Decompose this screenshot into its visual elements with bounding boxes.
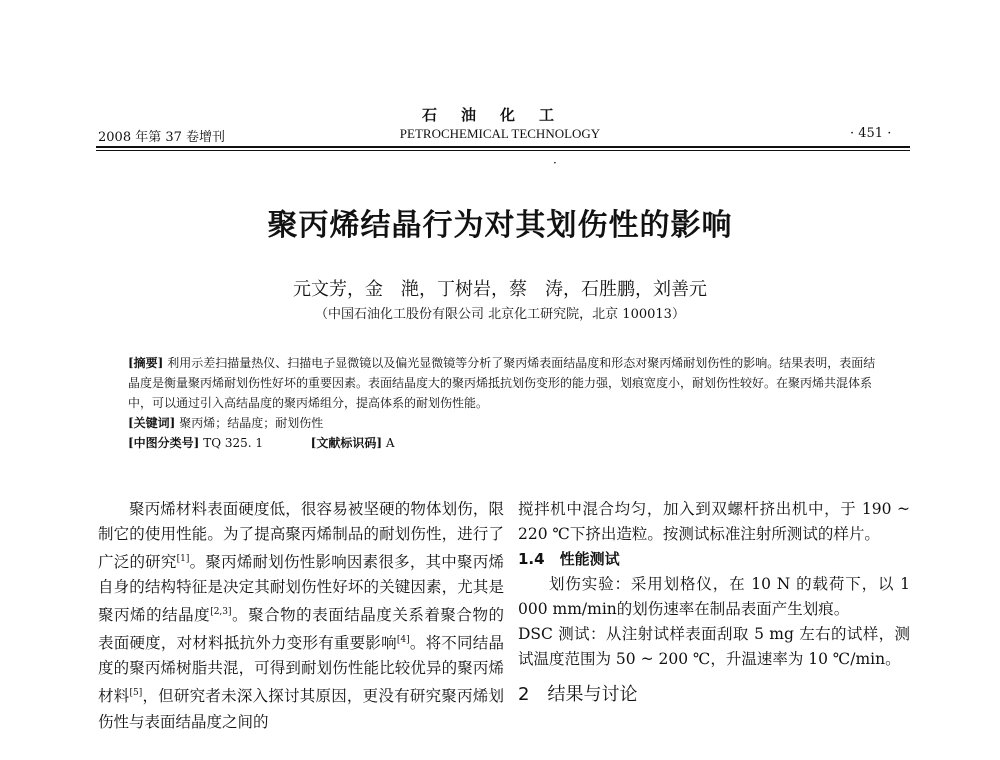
citation-3: [4] bbox=[396, 635, 410, 646]
class-value: TQ 325. 1 bbox=[203, 436, 264, 450]
journal-title-en: PETROCHEMICAL TECHNOLOGY bbox=[399, 126, 601, 141]
paper-title: 聚丙烯结晶行为对其划伤性的影响 bbox=[267, 208, 733, 243]
keywords-line bbox=[128, 413, 876, 433]
citation-4: [5] bbox=[129, 688, 143, 699]
intro-paragraph: 聚丙烯材料表面硬度低，很容易被坚硬的物体划伤，限制它的使用性能。为了提高聚丙烯制品的耐划伤性，进行了广泛的研究[1]。聚丙烯耐划伤性影响因素很多，其中聚丙烯自身的结构特征是决定其耐划伤性好坏的关键因素，尤其是聚丙烯的结晶度[2,3]。聚合物的表面结晶度关系着聚合物的表面硬度，对材料抵抗外力变形有重要影响[4]。将不同结晶度的聚丙烯树脂共混，可得到耐划伤性能比较优异的聚丙烯材料[5]，但研究者未深入探讨其原因，更没有研究聚丙烯划伤性与表面结晶度之间的 bbox=[98, 500, 504, 731]
class-label: [中图分类号] bbox=[128, 436, 200, 450]
keywords-label: [关键词] bbox=[128, 416, 176, 430]
citation-1: [1] bbox=[176, 554, 190, 564]
section-heading-2: 2 结果与讨论 bbox=[518, 684, 638, 705]
dsc-test-paragraph: DSC 测试：从注射试样表面刮取 5 mg 左右的试样，测试温度范围为 50 ~ 200 ℃，升温速率为 10 ℃/min。 bbox=[518, 625, 910, 668]
classification-line bbox=[128, 433, 876, 453]
scratch-test-paragraph: 划伤实验：采用划格仪，在 10 N 的载荷下，以 1 000 mm/min的划伤速率在制品表面产生划痕。 bbox=[518, 575, 910, 618]
abstract-label: [摘要] bbox=[128, 356, 164, 370]
left-column bbox=[98, 497, 504, 735]
doc-code-value: A bbox=[385, 436, 395, 450]
header-dot: · bbox=[553, 156, 557, 170]
header-rule-thick bbox=[96, 146, 910, 148]
section-heading-1-4: 1.4 性能测试 bbox=[518, 550, 620, 568]
affiliation: （中国石油化工股份有限公司 北京化工研究院，北京 100013） bbox=[315, 307, 685, 322]
keywords-text: 聚丙烯；结晶度；耐划伤性 bbox=[179, 416, 324, 430]
abstract-block bbox=[128, 353, 876, 453]
journal-title-cn: 石油化工 bbox=[421, 106, 578, 124]
abstract-text: 利用示差扫描量热仪、扫描电子显微镜以及偏光显微镜等分析了聚丙烯表面结晶度和形态对聚丙烯耐划伤性的影响。结果表明，表面结晶度是衡量聚丙烯耐划伤性好坏的重要因素。表面结晶度大的聚丙烯抵抗划伤变形的能力强，划痕宽度小，耐划伤性较好。在聚丙烯共混体系中，可以通过引入高结晶度的聚丙烯组分，提高体系的耐划伤性能。 bbox=[128, 356, 876, 410]
citation-2: [2,3] bbox=[210, 607, 232, 618]
author-list: 元文芳，金 滟，丁树岩，蔡 涛，石胜鹏，刘善元 bbox=[293, 279, 707, 300]
page-number: · 451 · bbox=[850, 126, 892, 141]
right-column bbox=[518, 497, 910, 707]
method-paragraph-cont: 搅拌机中混合均匀，加入到双螺杆挤出机中，于 190 ~ 220 ℃下挤出造粒。按测试标准注射所测试的样片。 bbox=[518, 500, 910, 543]
issue-info: 2008 年第 37 卷增刊 bbox=[98, 130, 226, 145]
abstract-paragraph bbox=[128, 353, 876, 413]
header-rule-thin bbox=[96, 150, 910, 151]
doc-code-label: [文献标识码] bbox=[310, 436, 383, 450]
